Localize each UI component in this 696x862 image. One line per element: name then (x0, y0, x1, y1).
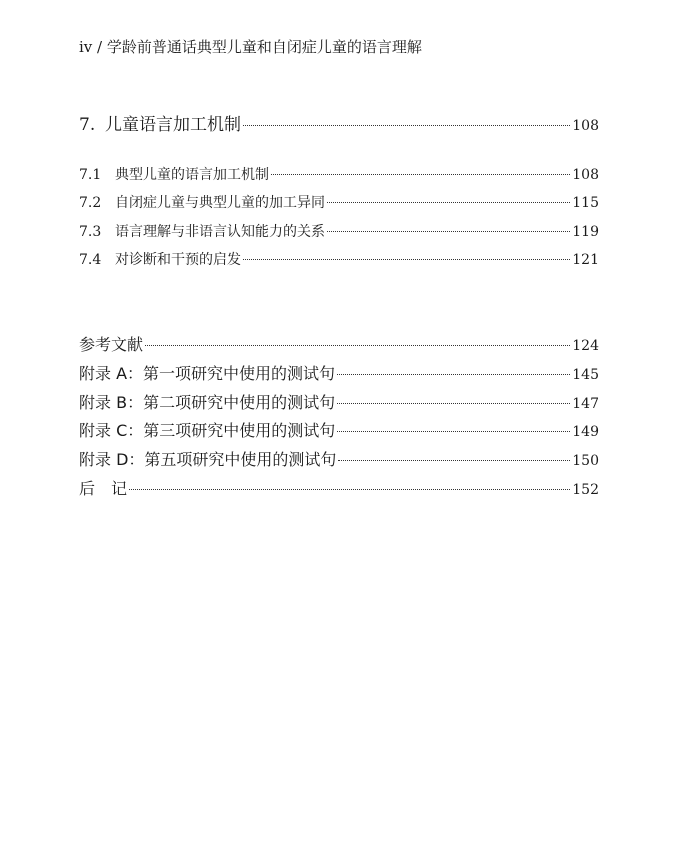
back-matter-title: 附录 B：第二项研究中使用的测试句 (79, 393, 336, 412)
dot-leader (337, 374, 570, 375)
dot-leader (271, 174, 570, 175)
toc-section-7-2[interactable] (79, 192, 599, 212)
back-matter-page: 149 (572, 424, 599, 440)
dot-leader (327, 231, 570, 232)
back-matter-title: 参考文献 (79, 335, 144, 354)
toc-chapter-7[interactable] (79, 110, 599, 135)
toc-appendix-d[interactable] (79, 447, 599, 470)
chapter-title: 儿童语言加工机制 (105, 115, 241, 135)
back-matter-title: 附录 A：第一项研究中使用的测试句 (79, 364, 336, 383)
dot-leader (338, 460, 570, 461)
chapter-page: 108 (572, 118, 599, 134)
dot-leader (243, 259, 570, 260)
section-number: 7.4 (79, 252, 102, 268)
back-matter-page: 152 (572, 482, 599, 498)
back-matter-page: 147 (572, 396, 599, 412)
section-title: 典型儿童的语言加工机制 (115, 167, 269, 183)
back-matter-page: 124 (572, 338, 599, 354)
toc-appendix-a[interactable] (79, 361, 599, 384)
toc-appendix-c[interactable] (79, 418, 599, 441)
toc-section-7-1[interactable] (79, 164, 599, 184)
toc-appendix-b[interactable] (79, 390, 599, 413)
section-page: 119 (572, 224, 599, 240)
back-matter-page: 145 (572, 367, 599, 383)
toc-references[interactable] (79, 332, 599, 355)
back-matter-title: 后 记 (79, 479, 128, 498)
section-title: 语言理解与非语言认知能力的关系 (115, 224, 325, 240)
back-matter-title: 附录 D：第五项研究中使用的测试句 (79, 450, 337, 469)
back-matter-page: 150 (572, 453, 599, 469)
section-page: 108 (572, 167, 599, 183)
chapter-number: 7. (79, 115, 96, 135)
running-header: iv / 学龄前普通话典型儿童和自闭症儿童的语言理解 (79, 38, 422, 56)
dot-leader (337, 431, 570, 432)
section-page: 115 (572, 195, 599, 211)
section-title: 对诊断和干预的启发 (115, 252, 241, 268)
dot-leader (145, 345, 570, 346)
dot-leader (337, 403, 570, 404)
toc-section-7-3[interactable] (79, 221, 599, 241)
section-number: 7.2 (79, 195, 102, 211)
section-number: 7.3 (79, 224, 102, 240)
back-matter-title: 附录 C：第三项研究中使用的测试句 (79, 421, 336, 440)
section-page: 121 (572, 252, 599, 268)
dot-leader (243, 125, 570, 126)
toc-section-7-4[interactable] (79, 249, 599, 269)
section-title: 自闭症儿童与典型儿童的加工异同 (115, 195, 325, 211)
dot-leader (327, 202, 570, 203)
dot-leader (129, 489, 570, 490)
toc-afterword[interactable] (79, 476, 599, 499)
section-number: 7.1 (79, 167, 102, 183)
